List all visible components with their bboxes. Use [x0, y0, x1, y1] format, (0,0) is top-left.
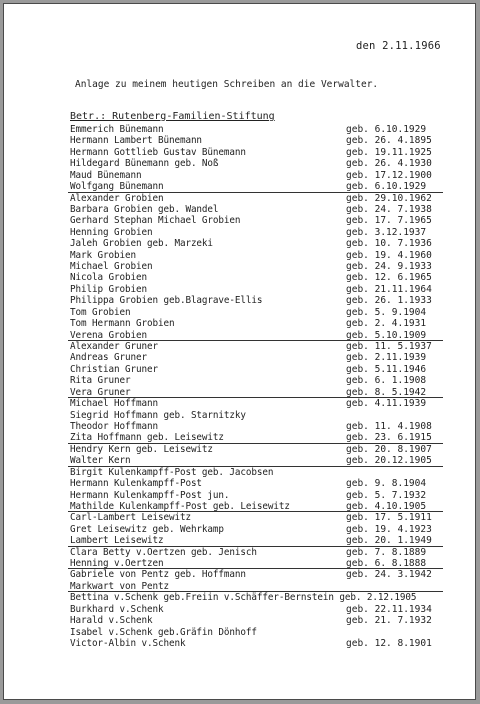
birth-date: geb. 24. 3.1942: [346, 569, 432, 581]
member-row: [4, 455, 477, 466]
member-name: Isabel v.Schenk geb.Gräfin Dönhoff: [70, 626, 257, 638]
member-row: [4, 421, 477, 432]
birth-date: geb. 7. 8.1889: [346, 546, 427, 558]
member-row: [4, 524, 477, 535]
member-name: Hermann Kulenkampff-Post: [70, 478, 202, 490]
birth-date: geb. 17. 7.1965: [346, 215, 432, 227]
member-name: Alexander Grobien: [70, 192, 164, 204]
member-name: Bettina v.Schenk geb.Freiin v.Schäffer-Bernstein geb. 2.12.1905: [70, 592, 417, 604]
member-name: Vera Gruner: [70, 386, 131, 398]
birth-date: geb. 11. 4.1908: [346, 420, 432, 432]
member-row: [4, 170, 477, 181]
member-row: [4, 375, 477, 386]
member-row: [4, 318, 477, 329]
member-row: [4, 272, 477, 283]
member-name: Andreas Gruner: [70, 352, 147, 364]
letter-date: den 2.11.1966: [356, 40, 441, 52]
member-name: Harald v.Schenk: [70, 615, 153, 627]
member-name: Maud Bünemann: [70, 169, 142, 181]
birth-date: geb. 20.12.1905: [346, 455, 432, 467]
member-name: Barbara Grobien geb. Wandel: [70, 203, 219, 215]
member-name: Hermann Kulenkampff-Post jun.: [70, 489, 230, 501]
birth-date: geb. 5.10.1909: [346, 329, 427, 341]
member-name: Emmerich Bünemann: [70, 124, 164, 135]
member-row: [4, 512, 477, 523]
birth-date: geb. 6. 8.1888: [346, 558, 427, 570]
member-row: [4, 558, 477, 569]
member-name: Wolfgang Bünemann: [70, 181, 164, 193]
member-name: Markwart von Pentz: [70, 580, 169, 592]
member-name: Gerhard Stephan Michael Grobien: [70, 215, 241, 227]
member-row: [4, 535, 477, 546]
member-row: [4, 615, 477, 626]
member-row: [4, 490, 477, 501]
member-name: Verena Grobien: [70, 329, 147, 341]
birth-date: geb. 5. 9.1904: [346, 306, 427, 318]
member-row: [4, 547, 477, 558]
member-name: Philippa Grobien geb.Blagrave-Ellis: [70, 295, 263, 307]
member-name: Siegrid Hoffmann geb. Starnitzky: [70, 409, 246, 421]
member-row: [4, 204, 477, 215]
birth-date: geb. 3.12.1937: [346, 226, 427, 238]
member-row: [4, 569, 477, 580]
member-name: Nicola Grobien: [70, 272, 147, 284]
member-row: [4, 193, 477, 204]
birth-date: geb. 26. 4.1930: [346, 158, 432, 170]
member-name: Jaleh Grobien geb. Marzeki: [70, 238, 213, 250]
member-name: Philip Grobien: [70, 283, 147, 295]
member-row: [4, 581, 477, 592]
member-name: Hendry Kern geb. Leisewitz: [70, 443, 213, 455]
birth-date: geb. 5. 7.1932: [346, 489, 427, 501]
birth-date: geb. 19.11.1925: [346, 146, 432, 158]
member-name: Michael Hoffmann: [70, 398, 158, 410]
member-row: [4, 341, 477, 352]
member-name: Hermann Lambert Bünemann: [70, 135, 202, 147]
member-row: [4, 158, 477, 169]
member-row: [4, 227, 477, 238]
birth-date: geb. 20. 1.1949: [346, 535, 432, 547]
birth-date: geb. 17.12.1900: [346, 169, 432, 181]
member-list: [4, 124, 477, 649]
member-name: Zita Hoffmann geb. Leisewitz: [70, 432, 224, 444]
member-name: Hermann Gottlieb Gustav Bünemann: [70, 146, 246, 158]
birth-date: geb. 4.11.1939: [346, 398, 427, 410]
member-row: [4, 432, 477, 443]
member-row: [4, 124, 477, 135]
member-row: [4, 307, 477, 318]
member-name: Victor-Albin v.Schenk: [70, 637, 186, 649]
birth-date: geb. 11. 5.1937: [346, 341, 432, 353]
member-row: [4, 478, 477, 489]
birth-date: geb. 5.11.1946: [346, 363, 427, 375]
member-name: Tom Hermann Grobien: [70, 318, 175, 330]
subject-line: Betr.: Rutenberg-Familien-Stiftung: [70, 111, 275, 122]
member-name: Henning Grobien: [70, 226, 153, 238]
member-row: [4, 638, 477, 649]
birth-date: geb. 8. 5.1942: [346, 386, 427, 398]
member-name: Henning v.Oertzen: [70, 558, 164, 570]
member-name: Burkhard v.Schenk: [70, 603, 164, 615]
member-row: [4, 295, 477, 306]
member-row: [4, 330, 477, 341]
document-page: [3, 3, 476, 700]
member-name: Christian Gruner: [70, 363, 158, 375]
member-row: [4, 627, 477, 638]
member-row: [4, 444, 477, 455]
member-name: Rita Gruner: [70, 375, 131, 387]
birth-date: geb. 2.11.1939: [346, 352, 427, 364]
birth-date: geb. 23. 6.1915: [346, 432, 432, 444]
member-name: Carl-Lambert Leisewitz: [70, 512, 191, 524]
member-row: [4, 284, 477, 295]
member-name: Tom Grobien: [70, 306, 131, 318]
birth-date: geb. 4.10.1905: [346, 500, 427, 512]
member-row: [4, 387, 477, 398]
birth-date: geb. 6. 1.1908: [346, 375, 427, 387]
member-name: Michael Grobien: [70, 261, 153, 273]
birth-date: geb. 2. 4.1931: [346, 318, 427, 330]
birth-date: geb. 6.10.1929: [346, 181, 427, 193]
member-name: Gabriele von Pentz geb. Hoffmann: [70, 569, 246, 581]
member-row: [4, 592, 477, 603]
intro-line: Anlage zu meinem heutigen Schreiben an die Verwalter.: [75, 79, 379, 90]
member-row: [4, 352, 477, 363]
member-name: Gret Leisewitz geb. Wehrkamp: [70, 523, 224, 535]
member-name: Mark Grobien: [70, 249, 136, 261]
member-row: [4, 364, 477, 375]
birth-date: geb. 9. 8.1904: [346, 478, 427, 490]
member-name: Lambert Leisewitz: [70, 535, 164, 547]
member-row: [4, 135, 477, 146]
member-row: [4, 261, 477, 272]
birth-date: geb. 12. 8.1901: [346, 637, 432, 649]
birth-date: geb. 19. 4.1960: [346, 249, 432, 261]
member-row: [4, 467, 477, 478]
birth-date: geb. 12. 6.1965: [346, 272, 432, 284]
birth-date: geb. 24. 7.1938: [346, 203, 432, 215]
member-row: [4, 181, 477, 192]
member-row: [4, 501, 477, 512]
birth-date: geb. 21.11.1964: [346, 283, 432, 295]
birth-date: geb. 19. 4.1923: [346, 523, 432, 535]
member-name: Theodor Hoffmann: [70, 420, 158, 432]
member-row: [4, 238, 477, 249]
member-name: Walter Kern: [70, 455, 131, 467]
member-row: [4, 398, 477, 409]
birth-date: geb. 6.10.1929: [346, 124, 427, 135]
birth-date: geb. 10. 7.1936: [346, 238, 432, 250]
member-row: [4, 604, 477, 615]
member-row: [4, 147, 477, 158]
birth-date: geb. 24. 9.1933: [346, 261, 432, 273]
member-name: Mathilde Kulenkampff-Post geb. Leisewitz: [70, 500, 290, 512]
birth-date: geb. 26. 1.1933: [346, 295, 432, 307]
member-name: Alexander Gruner: [70, 341, 158, 353]
birth-date: geb. 21. 7.1932: [346, 615, 432, 627]
member-name: Clara Betty v.Oertzen geb. Jenisch: [70, 546, 257, 558]
birth-date: geb. 26. 4.1895: [346, 135, 432, 147]
birth-date: geb. 20. 8.1907: [346, 443, 432, 455]
birth-date: geb. 22.11.1934: [346, 603, 432, 615]
member-row: [4, 250, 477, 261]
birth-date: geb. 29.10.1962: [346, 192, 432, 204]
birth-date: geb. 17. 5.1911: [346, 512, 432, 524]
member-name: Hildegard Bünemann geb. Noß: [70, 158, 219, 170]
member-name: Birgit Kulenkampff-Post geb. Jacobsen: [70, 466, 274, 478]
member-row: [4, 410, 477, 421]
member-row: [4, 215, 477, 226]
